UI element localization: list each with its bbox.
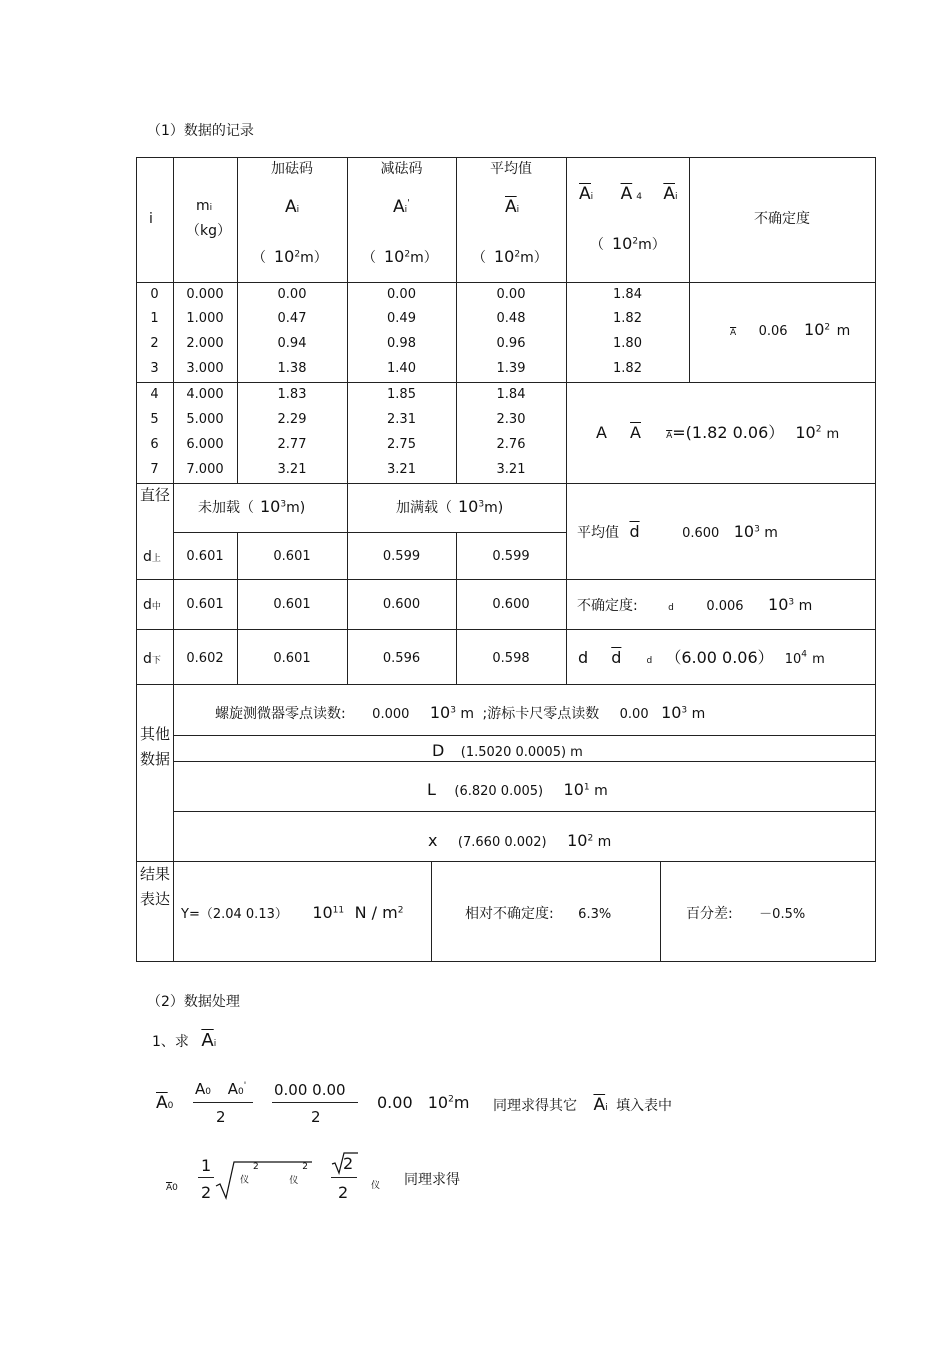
- row3-m: 3.000: [186, 361, 224, 376]
- other-data-label: 其他数据: [139, 725, 170, 768]
- row6-add: 2.77: [277, 437, 307, 452]
- header-avg-unit: （ $10^2m$）: [472, 247, 548, 266]
- table-bottom-border: [136, 961, 876, 962]
- other-divider: [136, 684, 876, 685]
- row5-add: 2.29: [277, 412, 307, 427]
- row3-avg: 1.39: [496, 361, 526, 376]
- row5-avg: 2.30: [496, 412, 526, 427]
- relative-uncertainty: 相对不确定度: 6.3%: [465, 906, 612, 922]
- header-sub-unit: （ $10^2m$）: [362, 247, 438, 266]
- d-upper-v4: 0.599: [492, 549, 530, 564]
- d-middle-v1: 0.601: [186, 597, 224, 612]
- row5-sub: 2.31: [387, 412, 416, 427]
- d-uncertainty: 不确定度: d 0.006 $10^3$ m: [577, 595, 813, 614]
- row6-i: 6: [150, 437, 159, 452]
- row2-diff: 1.80: [613, 336, 642, 351]
- header-add-title: 加砝码: [271, 161, 313, 177]
- row7-sub: 3.21: [387, 462, 416, 477]
- other-line3: [173, 811, 876, 812]
- row4-add: 1.83: [277, 387, 307, 402]
- d-result: d $\overline{d}$ d （6.00 0.06） $10^4$ m: [578, 648, 825, 667]
- col-avg-divider: [566, 157, 567, 684]
- section2-title: （2）数据处理: [147, 994, 240, 1010]
- row1-m: 1.000: [186, 311, 224, 326]
- other-line1: [173, 735, 876, 736]
- uncertainty-a: $\overline{A}$ 0.06 $10^2$ m: [730, 320, 851, 339]
- section1-title: （1）数据的记录: [147, 123, 254, 139]
- d-middle-label: d中: [143, 597, 161, 613]
- header-divider: [136, 282, 876, 283]
- header-diff-unit: （ $10^2m$）: [590, 234, 666, 253]
- row5-i: 5: [150, 412, 159, 427]
- d-middle-v4: 0.600: [492, 597, 530, 612]
- row6-sub: 2.75: [387, 437, 416, 452]
- d-row1-divider: [136, 579, 876, 580]
- row2-avg: 0.96: [496, 336, 526, 351]
- row4-sub: 1.85: [387, 387, 416, 402]
- row3-diff: 1.82: [613, 361, 642, 376]
- table-left-border: [136, 157, 137, 961]
- result-divider-2: [660, 861, 661, 961]
- row1-diff: 1.82: [613, 311, 642, 326]
- diameter-divider: [136, 483, 876, 484]
- row2-i: 2: [150, 336, 159, 351]
- diameter-unloaded-header: 未加载（ $10^3m$): [198, 497, 306, 516]
- header-i: i: [149, 211, 153, 227]
- fraction-bar-2: [272, 1102, 358, 1103]
- d-mean: 平均值 $\overline{d}$ 0.600 $10^3$ m: [577, 522, 778, 541]
- table-right-border: [875, 157, 876, 961]
- row0-avg: 0.00: [496, 287, 526, 302]
- result-label: 结果表达: [139, 865, 170, 908]
- result-divider-1: [431, 861, 432, 961]
- diameter-loaded-header: 加满载（ $10^3m$): [396, 497, 504, 516]
- d-middle-v2: 0.601: [273, 597, 311, 612]
- d-upper-v3: 0.599: [382, 549, 421, 564]
- row4-i: 4: [150, 387, 159, 402]
- header-add-symbol: Ai: [285, 197, 300, 217]
- header-avg-title: 平均值: [490, 161, 532, 177]
- row0-i: 0: [150, 287, 159, 302]
- row6-m: 6.000: [186, 437, 224, 452]
- d-lower-label: d下: [143, 651, 161, 667]
- header-m-unit: （kg）: [186, 223, 231, 239]
- header-sub-title: 减砝码: [380, 161, 423, 177]
- row7-m: 7.000: [186, 462, 224, 477]
- value-x: x (7.660 0.002) $10^2$ m: [428, 831, 612, 850]
- value-L: L (6.820 0.005) $10^1$ m: [427, 780, 608, 799]
- other-line2: [173, 761, 876, 762]
- row4-avg: 1.84: [496, 387, 526, 402]
- row1-i: 1: [150, 311, 159, 326]
- d-row2-divider: [136, 629, 876, 630]
- group-divider: [136, 382, 876, 383]
- d-upper-v1: 0.601: [186, 549, 224, 564]
- row3-i: 3: [150, 361, 159, 376]
- row1-add: 0.47: [277, 311, 307, 326]
- header-m: mi: [196, 198, 213, 214]
- zero-readings: 螺旋测微器零点读数: 0.000 $10^3$ m ;游标卡尺零点读数 0.00 $10^3$ m: [215, 703, 706, 722]
- d-lower-v2: 0.601: [273, 651, 311, 666]
- row5-m: 5.000: [186, 412, 224, 427]
- header-avg-symbol: $\overline{A}i$: [505, 197, 520, 217]
- result-a: A $\overline{A}$ $\overline{A}=(1.82$ 0.06） $10^2$ m: [596, 423, 840, 442]
- value-D: D (1.5020 0.0005) m: [432, 741, 583, 760]
- row2-m: 2.000: [186, 336, 224, 351]
- row2-sub: 0.98: [387, 336, 416, 351]
- diameter-header-divider: [173, 532, 567, 533]
- d-middle-v3: 0.600: [382, 597, 421, 612]
- row7-avg: 3.21: [496, 462, 526, 477]
- fraction-bar-1: [193, 1102, 253, 1103]
- col-diff-divider: [689, 157, 690, 382]
- row6-avg: 2.76: [496, 437, 526, 452]
- diameter-label: 直径: [139, 486, 170, 504]
- row0-add: 0.00: [277, 287, 307, 302]
- d-lower-v3: 0.596: [382, 651, 421, 666]
- fraction-bar-4: [331, 1177, 357, 1178]
- row3-add: 1.38: [277, 361, 307, 376]
- row1-avg: 0.48: [496, 311, 526, 326]
- header-add-unit: （ $10^2m$）: [252, 247, 328, 266]
- row3-sub: 1.40: [387, 361, 416, 376]
- result-Y: Y=（2.04 0.13） $10^{11}$ N / $m^2$: [181, 903, 404, 922]
- row4-m: 4.000: [186, 387, 224, 402]
- header-uncertainty: 不确定度: [754, 211, 810, 227]
- fraction-bar-3: [198, 1177, 214, 1178]
- d-lower-v4: 0.598: [492, 651, 530, 666]
- row2-add: 0.94: [277, 336, 307, 351]
- header-diff-formula: $\overline{A}i$ $\overline{A}$ 4 $\overline{A}i$: [579, 184, 678, 204]
- row1-sub: 0.49: [387, 311, 416, 326]
- header-sub-symbol: Ai': [393, 197, 410, 217]
- d-upper-v2: 0.601: [273, 549, 311, 564]
- row0-diff: 1.84: [613, 287, 642, 302]
- row7-i: 7: [150, 462, 159, 477]
- result-divider: [136, 861, 876, 862]
- row7-add: 3.21: [277, 462, 307, 477]
- row0-sub: 0.00: [387, 287, 416, 302]
- d-upper-label: d上: [143, 549, 161, 565]
- d-lower-v1: 0.602: [186, 651, 224, 666]
- row0-m: 0.000: [186, 287, 224, 302]
- step1-heading: 1、求 $\overline{A}i$: [152, 1030, 217, 1051]
- percent-difference: 百分差: －0.5%: [686, 906, 806, 922]
